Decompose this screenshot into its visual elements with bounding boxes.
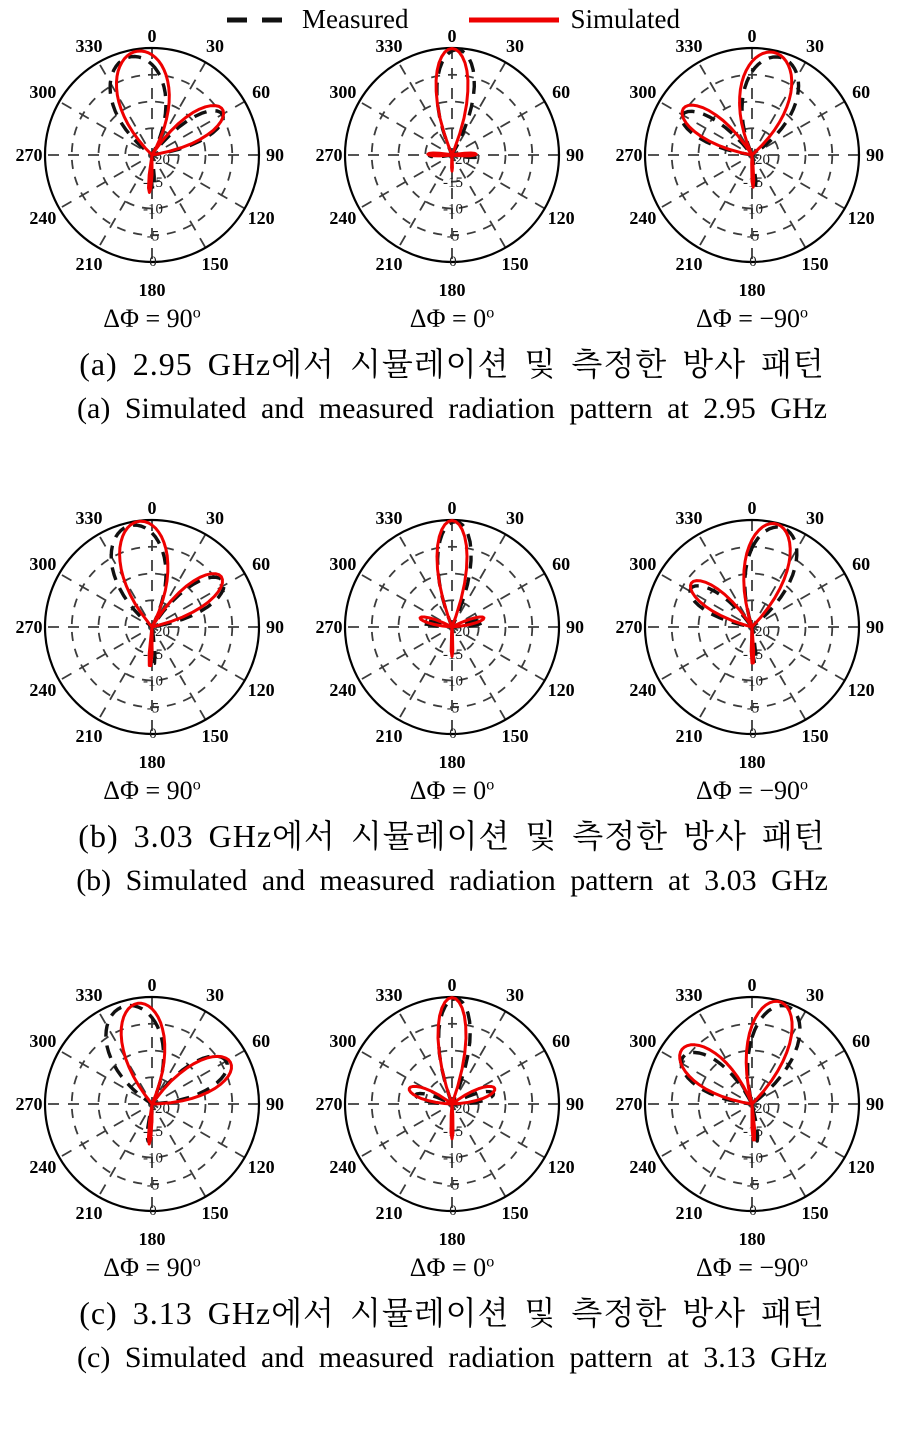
angle-tick-label: 120	[247, 680, 275, 700]
radial-tick-label: 0	[749, 254, 757, 270]
angle-tick-label: 240	[29, 208, 57, 228]
phase-label-sup: o	[192, 304, 201, 322]
phase-label-text: ΔΦ = −90	[695, 1253, 801, 1282]
phase-label	[2, 1253, 302, 1283]
radial-center-label: -20	[450, 152, 470, 168]
polar-plot-svg	[2, 0, 302, 300]
angle-tick-label: 330	[375, 35, 403, 56]
angle-tick-label: 60	[252, 554, 271, 574]
angle-tick-label: 210	[675, 254, 703, 275]
angle-tick-label: 270	[315, 617, 343, 637]
polar-plot-c-phi-90	[602, 949, 902, 1249]
phase-label	[2, 304, 302, 334]
phase-label-sup: o	[800, 776, 809, 794]
radial-center-label: -20	[450, 1101, 470, 1117]
radial-tick-label: -10	[743, 1150, 763, 1167]
angle-tick-label: 90	[866, 145, 884, 165]
radial-tick-label: -15	[143, 174, 163, 191]
legend-simulated-label: Simulated	[570, 4, 680, 34]
angle-tick-label: 300	[629, 554, 657, 574]
angle-tick-label: 90	[266, 145, 284, 165]
radial-tick-label: 0	[149, 1203, 157, 1219]
phase-label-row-c	[0, 1253, 904, 1283]
angle-tick-label: 30	[506, 35, 524, 56]
angle-tick-label: 150	[801, 1203, 829, 1224]
angle-tick-label: 330	[375, 507, 403, 528]
angle-tick-label: 60	[852, 554, 871, 574]
radial-tick-label: 0	[449, 726, 457, 742]
phase-label-row-b	[0, 776, 904, 806]
phase-label-sup: o	[486, 776, 495, 794]
radial-center-label: -20	[150, 624, 170, 640]
angle-tick-label: 300	[29, 82, 57, 102]
radial-tick-label: -15	[443, 174, 463, 191]
angle-tick-label: 180	[438, 752, 466, 772]
angle-tick-label: 300	[29, 1031, 57, 1051]
phase-label-sup: o	[486, 1253, 495, 1271]
angle-tick-label: 210	[375, 1203, 403, 1224]
angle-tick-label: 30	[206, 507, 224, 528]
angle-tick-label: 330	[375, 984, 403, 1005]
radial-tick-label: -10	[443, 673, 463, 690]
plots-row-c	[0, 949, 904, 1249]
angle-tick-label: 240	[29, 680, 57, 700]
angle-tick-label: 0	[147, 26, 157, 46]
angle-tick-label: 0	[147, 498, 157, 518]
caption-english-a: (a) Simulated and measured radiation pattern at 2.95 GHz	[77, 392, 827, 425]
radial-center-label: -20	[750, 152, 770, 168]
legend-measured-label: Measured	[302, 4, 409, 34]
angle-tick-label: 0	[147, 975, 157, 995]
angle-tick-label: 210	[375, 726, 403, 747]
phase-label	[2, 776, 302, 806]
radial-tick-label: -5	[446, 228, 460, 245]
radial-tick-label: -15	[743, 1123, 763, 1140]
phase-label	[302, 776, 602, 806]
angle-tick-label: 210	[675, 1203, 703, 1224]
angle-tick-label: 150	[201, 1203, 229, 1224]
caption-korean-c: (c) 3.13 GHz에서 시뮬레이션 및 측정한 방사 패턴	[79, 1295, 825, 1331]
angle-tick-label: 60	[852, 1031, 871, 1051]
polar-plot-svg	[602, 0, 902, 300]
angle-tick-label: 120	[847, 1157, 875, 1177]
angle-tick-label: 90	[266, 617, 284, 637]
angle-tick-label: 0	[447, 26, 457, 46]
plots-row-b	[0, 472, 904, 772]
phase-label-text: ΔΦ = 0	[409, 304, 487, 333]
simulated-curve	[680, 1001, 792, 1140]
radial-tick-label: -15	[743, 174, 763, 191]
polar-plot-c-phi90	[2, 949, 302, 1249]
angle-tick-label: 150	[801, 726, 829, 747]
phase-label-text: ΔΦ = −90	[695, 304, 801, 333]
polar-plot-c-phi0	[302, 949, 602, 1249]
angle-tick-label: 0	[747, 975, 757, 995]
radial-center-label: -20	[150, 1101, 170, 1117]
angle-tick-label: 240	[329, 1157, 357, 1177]
angle-tick-label: 30	[506, 984, 524, 1005]
angle-tick-label: 330	[75, 35, 103, 56]
angle-tick-label: 0	[447, 498, 457, 518]
polar-plot-b-phi-90	[602, 472, 902, 772]
simulated-curve	[691, 524, 791, 664]
angle-tick-label: 180	[138, 1229, 166, 1249]
radial-center-label: -20	[750, 624, 770, 640]
radial-tick-label: -10	[143, 673, 163, 690]
angle-tick-label: 330	[675, 507, 703, 528]
radial-tick-label: -10	[443, 201, 463, 218]
angle-tick-label: 120	[547, 208, 575, 228]
polar-plot-b-phi90	[2, 472, 302, 772]
phase-label	[302, 304, 602, 334]
angle-tick-label: 270	[315, 1094, 343, 1114]
phase-label-row-a	[0, 304, 904, 334]
radial-tick-label: -5	[446, 1177, 460, 1194]
polar-plot-svg	[2, 949, 302, 1249]
angle-tick-label: 30	[806, 507, 824, 528]
polar-plot-a-phi90	[2, 0, 302, 300]
radial-tick-label: 0	[449, 254, 457, 270]
phase-label-text: ΔΦ = −90	[695, 776, 801, 805]
phase-label-text: ΔΦ = 90	[103, 776, 193, 805]
phase-label-sup: o	[192, 1253, 201, 1271]
phase-label	[302, 1253, 602, 1283]
radial-tick-label: 0	[749, 1203, 757, 1219]
radial-tick-label: -15	[143, 646, 163, 663]
polar-plot-b-phi0	[302, 472, 602, 772]
radial-tick-label: -10	[143, 1150, 163, 1167]
polar-plot-svg	[602, 472, 902, 772]
phase-label	[602, 304, 902, 334]
angle-tick-label: 90	[566, 145, 584, 165]
angle-tick-label: 150	[201, 726, 229, 747]
phase-label-text: ΔΦ = 90	[103, 304, 193, 333]
angle-tick-label: 120	[247, 1157, 275, 1177]
angle-tick-label: 330	[75, 984, 103, 1005]
phase-label-text: ΔΦ = 0	[409, 1253, 487, 1282]
radial-tick-label: -15	[743, 646, 763, 663]
section-c	[0, 949, 904, 1381]
angle-tick-label: 270	[15, 145, 43, 165]
angle-tick-label: 60	[552, 82, 571, 102]
polar-plot-svg	[302, 472, 602, 772]
angle-tick-label: 210	[375, 254, 403, 275]
radial-tick-label: -10	[443, 1150, 463, 1167]
angle-tick-label: 300	[29, 554, 57, 574]
angle-tick-label: 330	[675, 984, 703, 1005]
angle-tick-label: 240	[629, 680, 657, 700]
radial-center-label: -20	[450, 624, 470, 640]
angle-tick-label: 30	[206, 984, 224, 1005]
radial-tick-label: -5	[146, 1177, 160, 1194]
radial-tick-label: -15	[143, 1123, 163, 1140]
angle-tick-label: 150	[801, 254, 829, 275]
angle-tick-label: 120	[847, 208, 875, 228]
angle-tick-label: 60	[252, 82, 271, 102]
angle-tick-label: 150	[501, 1203, 529, 1224]
angle-tick-label: 150	[501, 726, 529, 747]
radial-tick-label: 0	[149, 726, 157, 742]
angle-tick-label: 90	[866, 617, 884, 637]
angle-tick-label: 270	[615, 617, 643, 637]
caption-english-c: (c) Simulated and measured radiation pattern at 3.13 GHz	[77, 1341, 827, 1374]
phase-label-sup: o	[800, 304, 809, 322]
measured-curve	[423, 522, 484, 627]
angle-tick-label: 240	[329, 680, 357, 700]
radial-tick-label: -5	[746, 228, 760, 245]
section-b	[0, 472, 904, 904]
simulated-curve	[682, 52, 792, 187]
angle-tick-label: 120	[547, 1157, 575, 1177]
radial-tick-label: -10	[743, 201, 763, 218]
angle-tick-label: 210	[75, 726, 103, 747]
radial-tick-label: -5	[146, 700, 160, 717]
phase-label	[602, 1253, 902, 1283]
plots-row-a	[0, 0, 904, 300]
radial-center-label: -20	[150, 152, 170, 168]
radial-tick-label: 0	[749, 726, 757, 742]
angle-tick-label: 210	[75, 1203, 103, 1224]
angle-tick-label: 240	[629, 208, 657, 228]
angle-tick-label: 120	[247, 208, 275, 228]
angle-tick-label: 90	[866, 1094, 884, 1114]
phase-label-text: ΔΦ = 0	[409, 776, 487, 805]
radial-tick-label: 0	[449, 1203, 457, 1219]
angle-tick-label: 270	[615, 145, 643, 165]
radial-tick-label: -10	[143, 201, 163, 218]
angle-tick-label: 270	[15, 1094, 43, 1114]
angle-tick-label: 90	[566, 617, 584, 637]
angle-tick-label: 300	[329, 1031, 357, 1051]
radial-tick-label: -5	[746, 1177, 760, 1194]
radial-tick-label: -5	[446, 700, 460, 717]
angle-tick-label: 300	[629, 82, 657, 102]
angle-tick-label: 150	[501, 254, 529, 275]
angle-tick-label: 0	[747, 26, 757, 46]
angle-tick-label: 240	[329, 208, 357, 228]
angle-tick-label: 60	[852, 82, 871, 102]
angle-tick-label: 330	[75, 507, 103, 528]
phase-label-sup: o	[192, 776, 201, 794]
radial-tick-label: 0	[149, 254, 157, 270]
angle-tick-label: 180	[438, 1229, 466, 1249]
angle-tick-label: 60	[552, 554, 571, 574]
angle-tick-label: 60	[252, 1031, 271, 1051]
angle-tick-label: 120	[547, 680, 575, 700]
angle-tick-label: 0	[747, 498, 757, 518]
angle-tick-label: 180	[738, 280, 766, 300]
angle-tick-label: 90	[566, 1094, 584, 1114]
angle-tick-label: 270	[15, 617, 43, 637]
angle-tick-label: 330	[675, 35, 703, 56]
angle-tick-label: 30	[806, 984, 824, 1005]
angle-tick-label: 30	[806, 35, 824, 56]
angle-tick-label: 300	[629, 1031, 657, 1051]
phase-label-sup: o	[800, 1253, 809, 1271]
angle-tick-label: 180	[138, 280, 166, 300]
angle-tick-label: 300	[329, 82, 357, 102]
angle-tick-label: 0	[447, 975, 457, 995]
radial-tick-label: -15	[443, 1123, 463, 1140]
polar-plot-svg	[602, 949, 902, 1249]
angle-tick-label: 240	[29, 1157, 57, 1177]
caption-korean-b: (b) 3.03 GHz에서 시뮬레이션 및 측정한 방사 패턴	[78, 818, 826, 854]
caption-korean-a: (a) 2.95 GHz에서 시뮬레이션 및 측정한 방사 패턴	[79, 346, 825, 382]
phase-label-sup: o	[486, 304, 495, 322]
angle-tick-label: 60	[552, 1031, 571, 1051]
angle-tick-label: 270	[615, 1094, 643, 1114]
radial-tick-label: -5	[746, 700, 760, 717]
angle-tick-label: 120	[847, 680, 875, 700]
angle-tick-label: 180	[738, 752, 766, 772]
angle-tick-label: 180	[138, 752, 166, 772]
angle-tick-label: 90	[266, 1094, 284, 1114]
angle-tick-label: 30	[206, 35, 224, 56]
radial-tick-label: -15	[443, 646, 463, 663]
polar-plot-svg	[2, 472, 302, 772]
angle-tick-label: 180	[738, 1229, 766, 1249]
angle-tick-label: 270	[315, 145, 343, 165]
polar-plot-svg	[302, 0, 602, 300]
angle-tick-label: 180	[438, 280, 466, 300]
caption-english-b: (b) Simulated and measured radiation pattern at 3.03 GHz	[76, 864, 828, 897]
angle-tick-label: 30	[506, 507, 524, 528]
radial-center-label: -20	[750, 1101, 770, 1117]
phase-label	[602, 776, 902, 806]
radial-tick-label: -10	[743, 673, 763, 690]
radial-tick-label: -5	[146, 228, 160, 245]
angle-tick-label: 240	[629, 1157, 657, 1177]
angle-tick-label: 210	[675, 726, 703, 747]
section-a	[0, 0, 904, 432]
polar-plot-svg	[302, 949, 602, 1249]
polar-plot-a-phi-90	[602, 0, 902, 300]
phase-label-text: ΔΦ = 90	[103, 1253, 193, 1282]
angle-tick-label: 210	[75, 254, 103, 275]
angle-tick-label: 150	[201, 254, 229, 275]
polar-plot-a-phi0	[302, 0, 602, 300]
angle-tick-label: 300	[329, 554, 357, 574]
